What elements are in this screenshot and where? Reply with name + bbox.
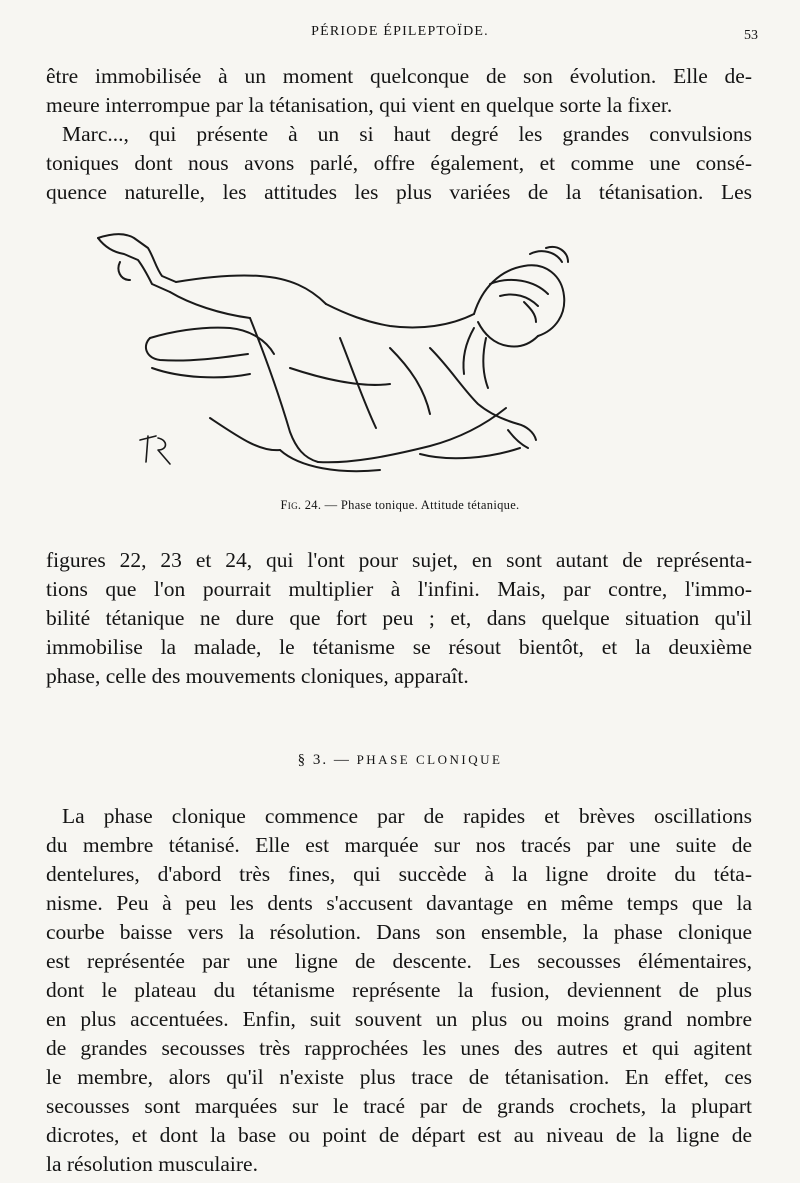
paragraph-1-line: être immobilisée à un moment quelconque de son évolution. Elle de- <box>46 64 752 88</box>
paragraph-2-line: bilité tétanique ne dure que fort peu ; et, dans quelque situation qu'il <box>46 606 752 630</box>
signature-text: JR <box>134 468 136 469</box>
paragraph-3-line: dont le plateau du tétanisme représente la fusion, deviennent de plus <box>46 978 752 1002</box>
running-title: PÉRIODE ÉPILEPTOÏDE. <box>311 24 489 39</box>
section-heading <box>0 752 800 769</box>
figure-label: Fig. 24. <box>280 498 322 512</box>
paragraph-3-line: du membre tétanisé. Elle est marquée sur nos tracés par une suite de <box>46 833 752 857</box>
paragraph-3-line: dentelures, d'abord très fines, qui succède à la ligne droite du téta- <box>46 862 752 886</box>
paragraph-1-line: Marc..., qui présente à un si haut degré les grandes convulsions <box>62 122 752 146</box>
paragraph-2 <box>46 546 752 691</box>
running-head <box>0 22 800 44</box>
figure-illustration <box>90 218 570 476</box>
section-title: PHASE CLONIQUE <box>356 752 503 767</box>
paragraph-3-line: la résolution musculaire. <box>46 1152 258 1176</box>
paragraph-2-line: immobilise la malade, le tétanisme se résout bientôt, et la deuxième <box>46 635 752 659</box>
figure-caption-text: — Phase tonique. Attitude tétanique. <box>321 498 520 512</box>
paragraph-2-line: figures 22, 23 et 24, qui l'ont pour sujet, en sont autant de représenta- <box>46 548 752 572</box>
paragraph-3-line: en plus accentuées. Enfin, suit souvent un plus ou moins grand nombre <box>46 1007 752 1031</box>
section-number: § 3. <box>297 752 329 768</box>
paragraph-3-line: le membre, alors qu'il n'existe plus trace de tétanisation. En effet, ces <box>46 1065 752 1089</box>
paragraph-3-line: courbe baisse vers la résolution. Dans son ensemble, la phase clonique <box>46 920 752 944</box>
paragraph-1-line: toniques dont nous avons parlé, offre également, et comme une consé- <box>46 151 752 175</box>
paragraph-1-line: quence naturelle, les attitudes les plus variées de la tétanisation. Les <box>46 180 752 204</box>
paragraph-2-line: tions que l'on pourrait multiplier à l'infini. Mais, par contre, l'immo- <box>46 577 752 601</box>
paragraph-2-line: phase, celle des mouvements cloniques, apparaît. <box>46 664 469 688</box>
figure-caption <box>0 498 800 513</box>
section-dash: — <box>328 752 357 768</box>
paragraph-3-line: dicrotes, et dont la base ou point de départ est au niveau de la ligne de <box>46 1123 752 1147</box>
paragraph-3-line: de grandes secousses très rapprochées les unes des autres et qui agitent <box>46 1036 752 1060</box>
page-number: 53 <box>744 28 758 43</box>
paragraph-1-line: meure interrompue par la tétanisation, qui vient en quelque sorte la fixer. <box>46 93 673 117</box>
paragraph-3-line: secousses sont marquées sur le tracé par de grands crochets, la plupart <box>46 1094 752 1118</box>
paragraph-3-line: La phase clonique commence par de rapides et brèves oscillations <box>62 804 752 828</box>
paragraph-3 <box>46 802 752 1179</box>
tetanic-attitude-drawing <box>90 218 570 476</box>
paragraph-3-line: est représentée par une ligne de descente. Les secousses élémentaires, <box>46 949 752 973</box>
paragraph-3-line: nisme. Peu à peu les dents s'accusent davantage en même temps que la <box>46 891 752 915</box>
paragraph-1 <box>46 62 752 207</box>
